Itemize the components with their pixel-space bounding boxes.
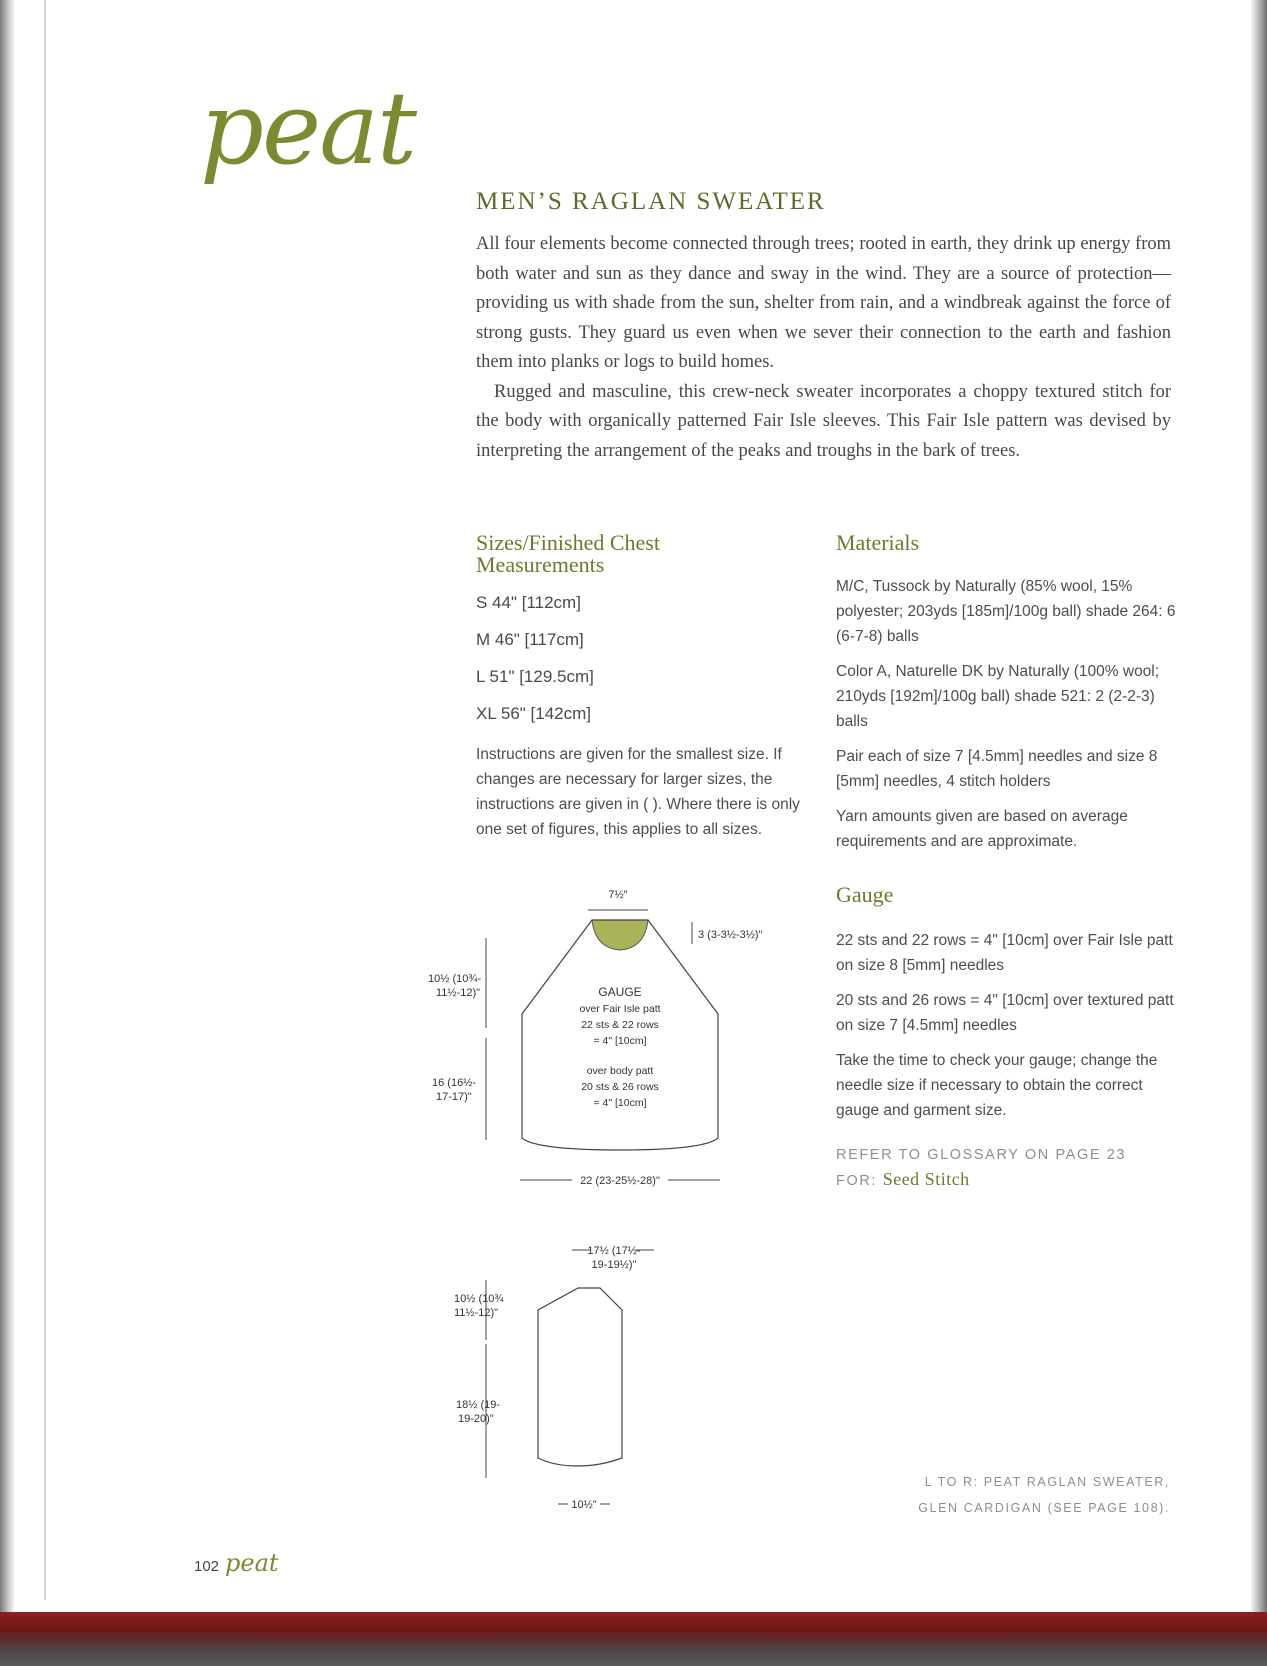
materials-item: Yarn amounts given are based on average requirements and are approximate.: [836, 808, 1128, 850]
materials-heading: Materials: [836, 530, 920, 555]
svg-text:17-17)": 17-17)": [436, 1091, 472, 1103]
book-gutter-right: [1251, 0, 1267, 1666]
svg-text:= 4" [10cm]: = 4" [10cm]: [593, 1035, 647, 1047]
svg-text:11½-12)": 11½-12)": [436, 987, 481, 999]
gauge-item: Take the time to check your gauge; change the needle size if necessary to obtain the correct gauge and garment size.: [836, 1052, 1158, 1119]
gauge-heading: Gauge: [836, 882, 894, 907]
intro-paragraph: Rugged and masculine, this crew-neck sweater incorporates a choppy textured stitch for the body with organically patterned Fair Isle sleeves. This Fair Isle pattern was devised by interpreting the arrangement of the peaks and troughs in the bark of trees.: [476, 381, 1171, 461]
intro-text: [476, 230, 1171, 466]
materials-item: Pair each of size 7 [4.5mm] needles and size 8 [5mm] needles, 4 stitch holders: [836, 748, 1158, 790]
sleeve-length-label: 18½ (19-: [456, 1399, 501, 1411]
sizes-note: Instructions are given for the smallest size. If changes are necessary for larger sizes, the instructions are given in ( ). Where there is only one set of figures, this applies to all sizes.: [476, 746, 800, 838]
svg-text:19-19½)": 19-19½)": [591, 1259, 637, 1271]
sleeve-cuff-width-label: 10½": [571, 1499, 597, 1511]
sleeve-top-width-label: 17½ (17½-: [587, 1245, 641, 1257]
gauge-item: 22 sts and 22 rows = 4" [10cm] over Fair Isle patt on size 8 [5mm] needles: [836, 932, 1173, 974]
svg-text:19-20)": 19-20)": [458, 1413, 494, 1425]
brand-logo: peat: [200, 70, 415, 187]
glossary-reference: REFER TO GLOSSARY ON PAGE 23 FOR: Seed Stitch: [836, 1147, 1127, 1189]
svg-text:20 sts & 26 rows: 20 sts & 26 rows: [581, 1081, 659, 1093]
materials-item: M/C, Tussock by Naturally (85% wool, 15% polyester; 203yds [185m]/100g ball) shade 264: 6 (6-7-8) balls: [836, 578, 1176, 645]
book-gutter-left: [0, 0, 14, 1666]
body-schematic: [428, 878, 800, 1188]
svg-text:11½-12)": 11½-12)": [454, 1307, 499, 1319]
size-item: M 46" [117cm]: [476, 630, 584, 649]
neck-depth-label: 3 (3-3½-3½)": [698, 929, 763, 941]
photo-caption: L TO R: PEAT RAGLAN SWEATER, GLEN CARDIGAN (SEE PAGE 108).: [918, 1475, 1170, 1515]
neckline-shape: [592, 920, 648, 950]
intro-paragraph: All four elements become connected through trees; rooted in earth, they drink up energy from both water and sun as they dance and sway in the wind. They are a source of protection—providing us with shade from the sun, shelter from rain, and a windbreak against the force of strong gusts. They guard us even when we sever their connection to the earth and fashion them into planks or logs to build homes.: [476, 234, 1171, 372]
gauge-title: GAUGE: [598, 985, 642, 999]
svg-text:over body patt: over body patt: [586, 1065, 654, 1077]
size-item: XL 56" [142cm]: [476, 704, 592, 723]
folio-brand: peat: [225, 1549, 279, 1577]
page-folio: [194, 1549, 279, 1577]
body-width-label: 22 (23-25½-28)": [580, 1175, 660, 1187]
svg-text:over Fair Isle patt: over Fair Isle patt: [579, 1003, 661, 1015]
materials-item: Color A, Naturelle DK by Naturally (100% wool; 210yds [192m]/100g ball) shade 521: 2 (2-2-3) balls: [836, 663, 1160, 730]
body-length-label: 16 (16½-: [432, 1077, 477, 1089]
yoke-depth-label: 10½ (10¾-: [428, 973, 482, 985]
sizes-section: [476, 532, 816, 852]
page-bottom-band: [0, 1612, 1267, 1666]
neck-width-label: 7½": [608, 889, 628, 901]
svg-text:= 4" [10cm]: = 4" [10cm]: [593, 1097, 647, 1109]
sleeve-cap-depth-label: 10½ (10¾: [454, 1293, 504, 1305]
sleeve-schematic: [440, 1240, 740, 1520]
sleeve-outline: [538, 1288, 622, 1466]
book-spine-line: [44, 0, 46, 1600]
page-number: 102: [194, 1558, 220, 1575]
svg-text:22 sts & 22 rows: 22 sts & 22 rows: [581, 1019, 659, 1031]
size-item: S 44" [112cm]: [476, 593, 581, 612]
gauge-item: 20 sts and 26 rows = 4" [10cm] over textured patt on size 7 [4.5mm] needles: [836, 992, 1174, 1034]
glossary-term: Seed Stitch: [882, 1169, 970, 1189]
page-title: MEN’S RAGLAN SWEATER: [476, 188, 826, 215]
size-item: L 51" [129.5cm]: [476, 667, 594, 686]
sizes-heading: Sizes/Finished Chest Measurements: [476, 530, 660, 577]
materials-section: [836, 532, 1176, 1193]
